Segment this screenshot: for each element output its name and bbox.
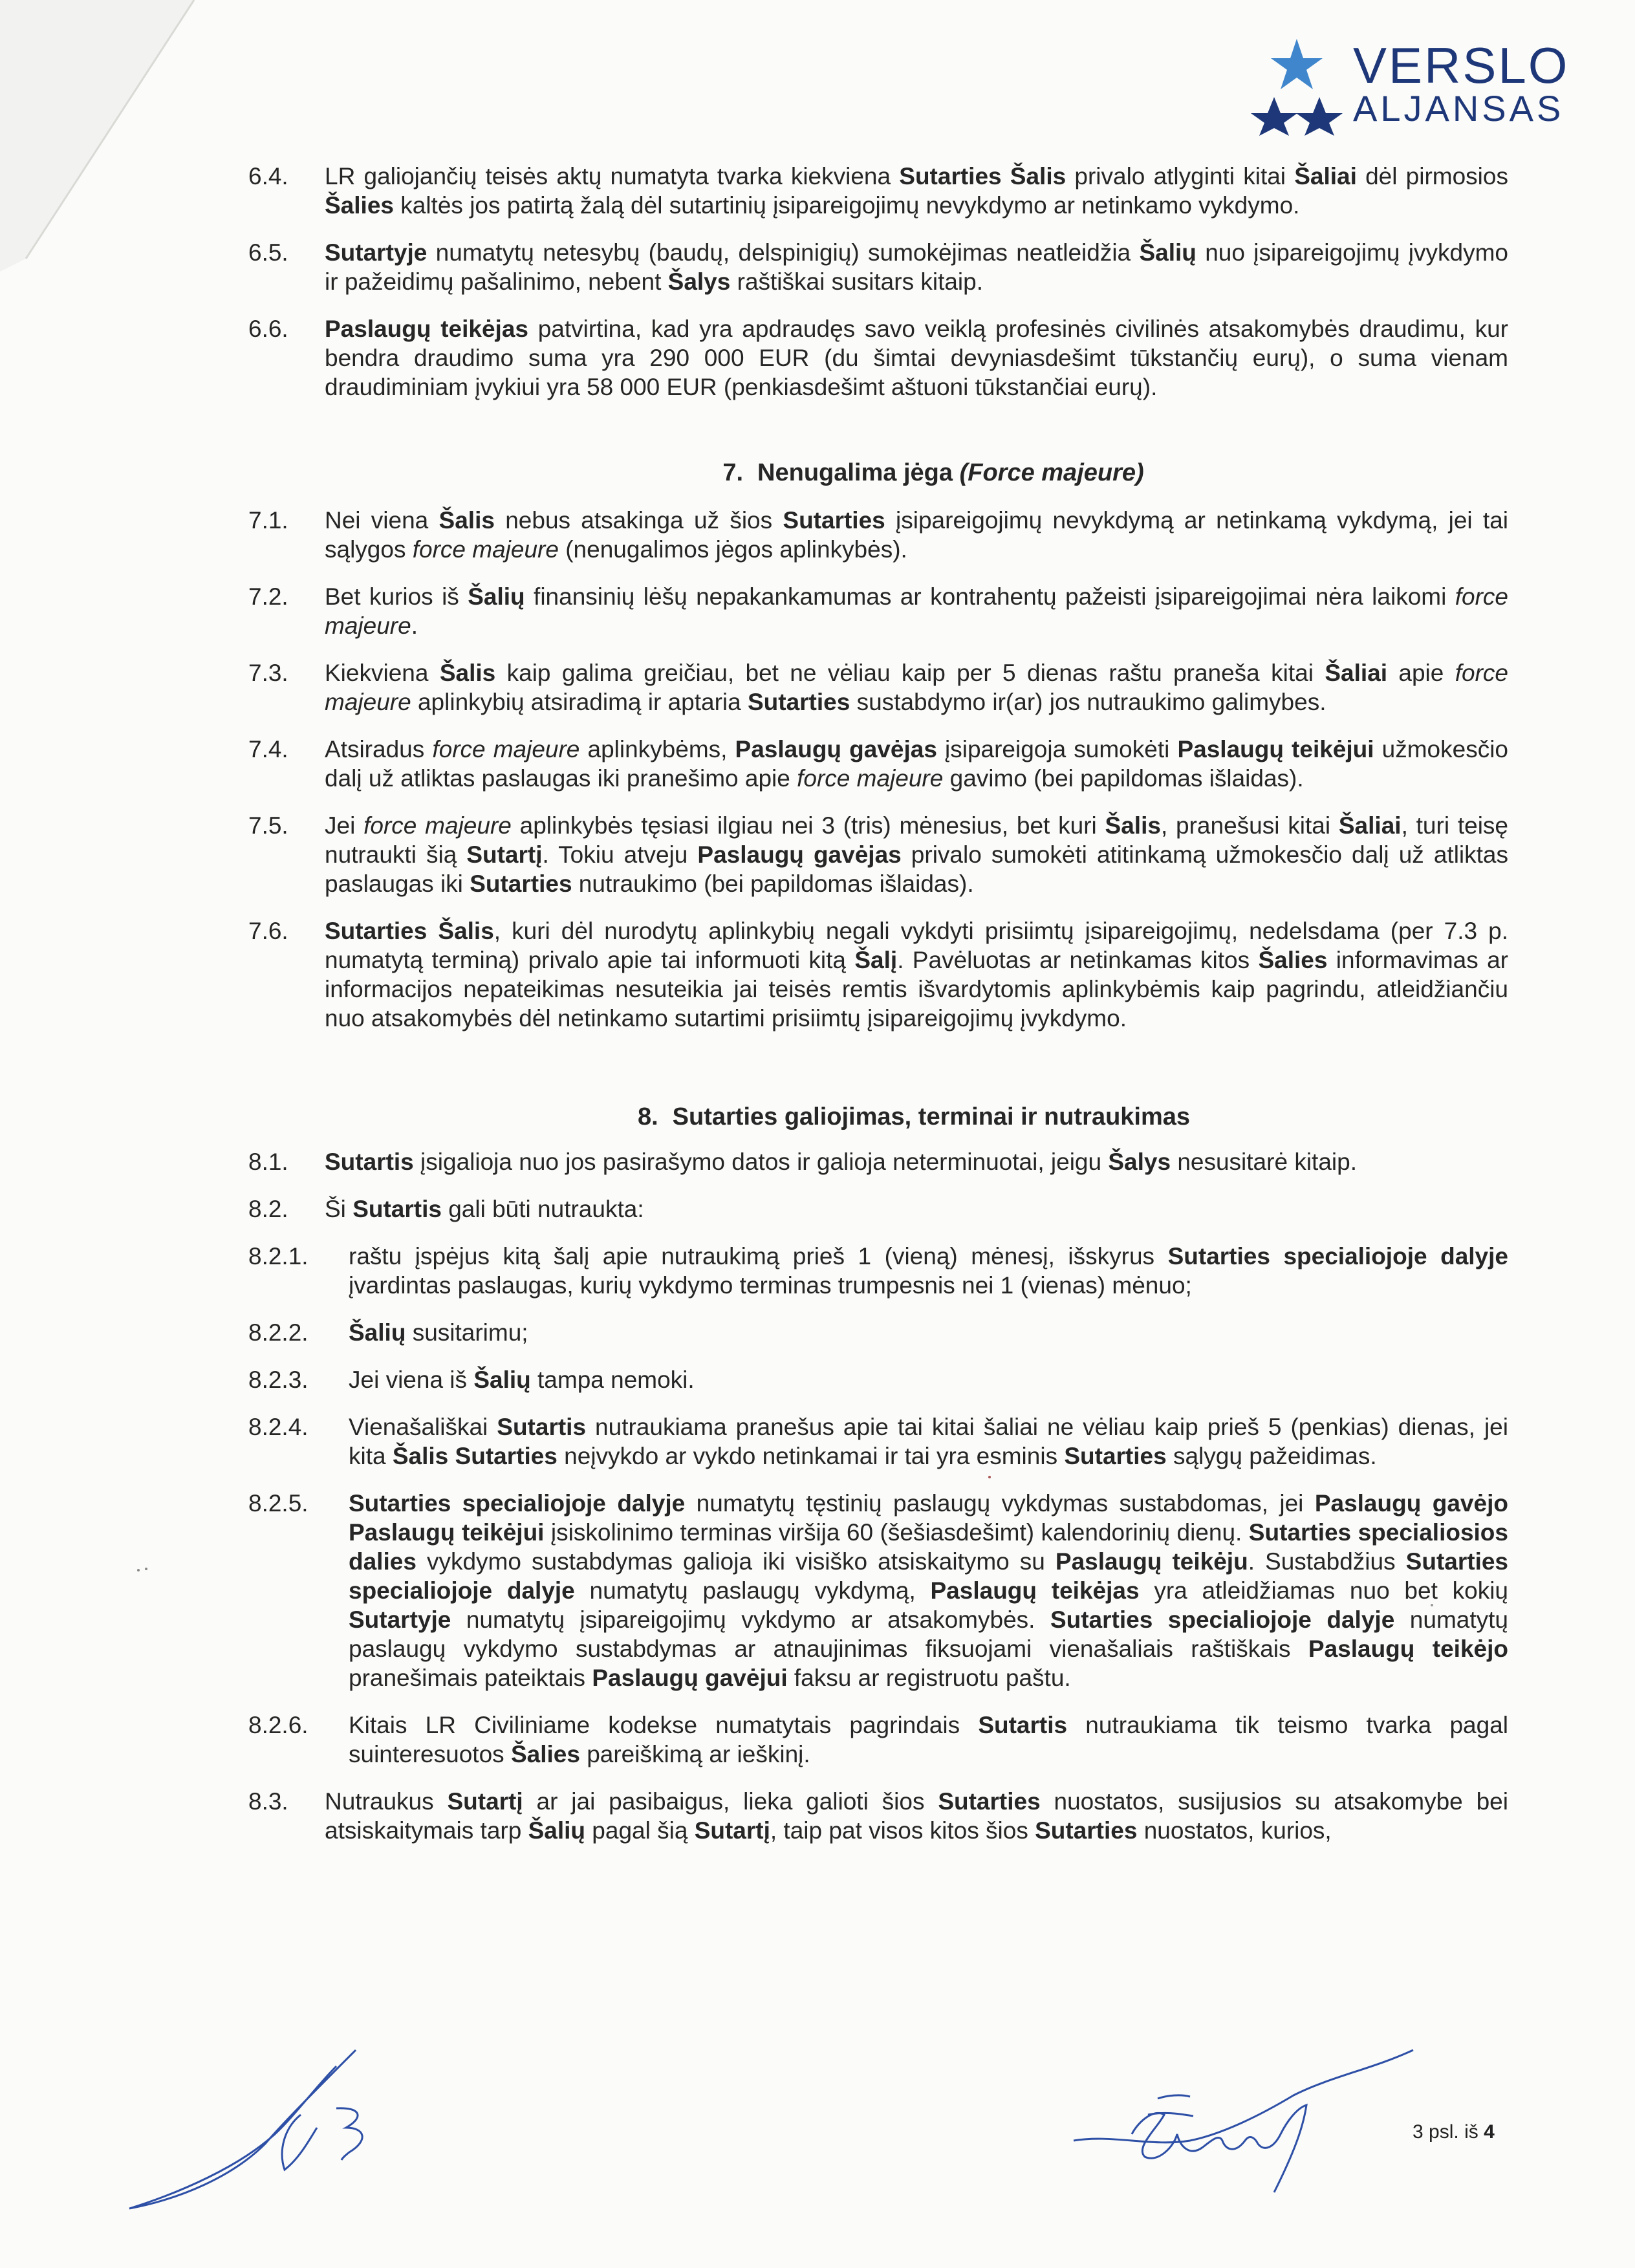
clause-number: 6.4. xyxy=(248,163,288,189)
section-number: 7. xyxy=(722,459,744,486)
clause-number: 8.2.5. xyxy=(248,1490,309,1517)
signature-left xyxy=(123,2037,395,2212)
scan-speck xyxy=(137,1569,140,1571)
clause-number: 7.1. xyxy=(248,507,288,534)
section-7-heading xyxy=(248,459,1508,488)
clause-text: Nutraukus Sutartį ar jai pasibaigus, lieka galioti šios Sutarties nuostatos, susijusios su atsakomybe bei atsiskaitymais tarp Šalių pagal šią Sutartį, taip pat visos kitos šios Sutarties nuostatos, kurios, xyxy=(325,1788,1508,1844)
clause-number: 7.2. xyxy=(248,583,288,610)
clause-text: Šalių susitarimu; xyxy=(349,1319,528,1346)
clause-8-2-4 xyxy=(248,1412,1508,1471)
star-people-icon xyxy=(1235,32,1352,136)
section-8-heading xyxy=(248,1103,1508,1132)
clause-number: 7.4. xyxy=(248,736,288,762)
clause-number: 7.6. xyxy=(248,918,288,944)
clause-text: LR galiojančių teisės aktų numatyta tvarka kiekviena Sutarties Šalis privalo atlyginti kitai Šaliai dėl pirmosios Šalies kaltės jos patirtą žalą dėl sutartinių įsipareigojimų nevykdymo ar netinkamo vykdymo. xyxy=(325,163,1508,219)
clause-text: Jei viena iš Šalių tampa nemoki. xyxy=(349,1366,695,1393)
document-body xyxy=(248,162,1508,1863)
clause-number: 8.2.6. xyxy=(248,1712,309,1738)
clause-number: 8.2.3. xyxy=(248,1366,309,1393)
clause-number: 6.5. xyxy=(248,239,288,266)
clause-number: 8.3. xyxy=(248,1788,288,1815)
clause-text: Sutartyje numatytų netesybų (baudų, delspinigių) sumokėjimas neatleidžia Šalių nuo įsipareigojimų įvykdymo ir pažeidimų pašalinimo, nebent Šalys raštiškai susitars kitaip. xyxy=(325,239,1508,295)
clause-text: Ši Sutartis gali būti nutraukta: xyxy=(325,1196,644,1222)
section-title: Sutarties galiojimas, terminai ir nutraukimas xyxy=(672,1103,1191,1130)
section-number: 8. xyxy=(637,1103,658,1130)
clause-7-5 xyxy=(248,811,1508,898)
clause-7-1 xyxy=(248,506,1508,564)
clause-text: Sutartis įsigalioja nuo jos pasirašymo datos ir galioja neterminuotai, jeigu Šalys nesusitarė kitaip. xyxy=(325,1149,1357,1175)
page-current: 3 psl. xyxy=(1413,2121,1459,2143)
clause-6-4 xyxy=(248,162,1508,220)
clause-text: Bet kurios iš Šalių finansinių lėšų nepakankamumas ar kontrahentų pažeisti įsipareigojimai nėra laikomi force majeure. xyxy=(325,583,1508,639)
logo-line2: ALJANSAS xyxy=(1353,88,1565,129)
page-separator: iš xyxy=(1464,2121,1478,2143)
section-title-paren: (Force majeure) xyxy=(959,459,1144,486)
clause-number: 8.1. xyxy=(248,1149,288,1175)
clause-number: 8.2.1. xyxy=(248,1243,309,1269)
clause-number: 8.2. xyxy=(248,1196,288,1222)
clause-8-2-3 xyxy=(248,1365,1508,1394)
clause-text: Jei force majeure aplinkybės tęsiasi ilgiau nei 3 (tris) mėnesius, bet kuri Šalis, pranešusi kitai Šaliai, turi teisę nutraukti šią Sutartį. Tokiu atveju Paslaugų gavėjas privalo sumokėti atitinkamą užmokesčio dalį už atliktas paslaugas iki Sutarties nutraukimo (bei papildomas išlaidas). xyxy=(325,812,1508,897)
clause-text: raštu įspėjus kitą šalį apie nutraukimą prieš 1 (vieną) mėnesį, išskyrus Sutarties specialiojoje dalyje įvardintas paslaugas, kurių vykdymo terminas trumpesnis nei 1 (vienas) mėnuo; xyxy=(349,1243,1508,1299)
clause-8-2-6 xyxy=(248,1711,1508,1769)
clause-number: 8.2.2. xyxy=(248,1319,309,1346)
clause-8-2-2 xyxy=(248,1318,1508,1347)
section-title: Nenugalima jėga xyxy=(757,459,953,486)
clause-text: Sutarties Šalis, kuri dėl nurodytų aplinkybių negali vykdyti prisiimtų įsipareigojimų, nedelsdama (per 7.3 p. numatytą terminą) privalo apie tai informuoti kitą Šalį. Pavėluotas ar netinkamas kitos Šalies informavimas ar informacijos nepateikimas nesuteikia jai teisės remtis išvardytomis aplinkybėmis kaip pagrindu, atleidžiančiu nuo atsakomybės dėl netinkamo sutartimi prisiimtų įsipareigojimų įvykdymo. xyxy=(325,918,1509,1031)
clause-text: Kiekviena Šalis kaip galima greičiau, bet ne vėliau kaip per 5 dienas raštu praneša kitai Šaliai apie force majeure aplinkybių atsiradimą ir aptaria Sutarties sustabdymo ir(ar) jos nutraukimo galimybes. xyxy=(325,660,1509,715)
clause-number: 7.5. xyxy=(248,812,288,839)
page-fold-shadow xyxy=(0,0,207,272)
scan-speck xyxy=(145,1568,147,1570)
clause-8-3 xyxy=(248,1787,1508,1845)
clause-8-2-1 xyxy=(248,1242,1508,1300)
clause-number: 7.3. xyxy=(248,660,288,686)
page-total: 4 xyxy=(1484,2121,1495,2143)
signature-right xyxy=(1061,2044,1423,2212)
clause-text: Nei viena Šalis nebus atsakinga už šios Sutarties įsipareigojimų nevykdymą ar netinkamą vykdymą, jei tai sąlygos force majeure (nenugalimos jėgos aplinkybės). xyxy=(325,507,1508,563)
clause-text: Paslaugų teikėjas patvirtina, kad yra apdraudęs savo veiklą profesinės civilinės atsakomybės draudimu, kur bendra draudimo suma yra 290 000 EUR (du šimtai devyniasdešimt tūkstančių eurų), o suma vienam draudiminiam įvykiui yra 58 000 EUR (penkiasdešimt aštuoni tūkstančiai eurų). xyxy=(325,316,1509,400)
clause-7-3 xyxy=(248,658,1508,717)
clause-6-5 xyxy=(248,238,1508,296)
scan-speck xyxy=(1431,1604,1433,1606)
clause-text: Atsiradus force majeure aplinkybėms, Paslaugų gavėjas įsipareigoja sumokėti Paslaugų teikėjui užmokesčio dalį už atliktas paslaugas iki pranešimo apie force majeure gavimo (bei papildomas išlaidas). xyxy=(325,736,1509,792)
clause-6-6 xyxy=(248,314,1508,402)
scan-speck xyxy=(988,1476,991,1478)
clause-number: 8.2.4. xyxy=(248,1414,309,1440)
logo-line1: VERSLO xyxy=(1353,37,1570,94)
clause-8-2-5 xyxy=(248,1489,1508,1692)
clause-8-1 xyxy=(248,1147,1508,1176)
clause-7-2 xyxy=(248,582,1508,640)
clause-text: Kitais LR Civiliniame kodekse numatytais pagrindais Sutartis nutraukiama tik teismo tvarka pagal suinteresuotos Šalies pareiškimą ar ieškinį. xyxy=(349,1712,1508,1767)
clause-number: 6.6. xyxy=(248,316,288,342)
clause-8-2 xyxy=(248,1194,1508,1224)
clause-text: Vienašališkai Sutartis nutraukiama pranešus apie tai kitai šaliai ne vėliau kaip prieš 5 (penkias) dienas, jei kita Šalis Sutarties neįvykdo ar vykdo netinkamai ir tai yra esminis Sutarties sąlygų pažeidimas. xyxy=(349,1414,1508,1469)
clause-7-6 xyxy=(248,916,1508,1033)
clause-text: Sutarties specialiojoje dalyje numatytų tęstinių paslaugų vykdymas sustabdomas, jei Paslaugų gavėjo Paslaugų teikėjui įsiskolinimo terminas viršija 60 (šešiasdešimt) kalendorinių dienų. Sutarties specialiosios dalies vykdymo sustabdymas galioja iki visiško atsiskaitymo su Paslaugų teikėju. Sustabdžius Sutarties specialiojoje dalyje numatytų paslaugų vykdymą, Paslaugų teikėjas yra atleidžiamas nuo bet kokių Sutartyje numatytų įsipareigojimų vykdymo ar atsakomybės. Sutarties specialiojoje dalyje numatytų paslaugų vykdymo sustabdymas ar atnaujinimas fiksuojami vienašaliais raštiškais Paslaugų teikėjo pranešimais pateiktais Paslaugų gavėjui faksu ar registruotu paštu. xyxy=(349,1490,1509,1691)
page-number xyxy=(1413,2121,1495,2143)
clause-7-4 xyxy=(248,735,1508,793)
